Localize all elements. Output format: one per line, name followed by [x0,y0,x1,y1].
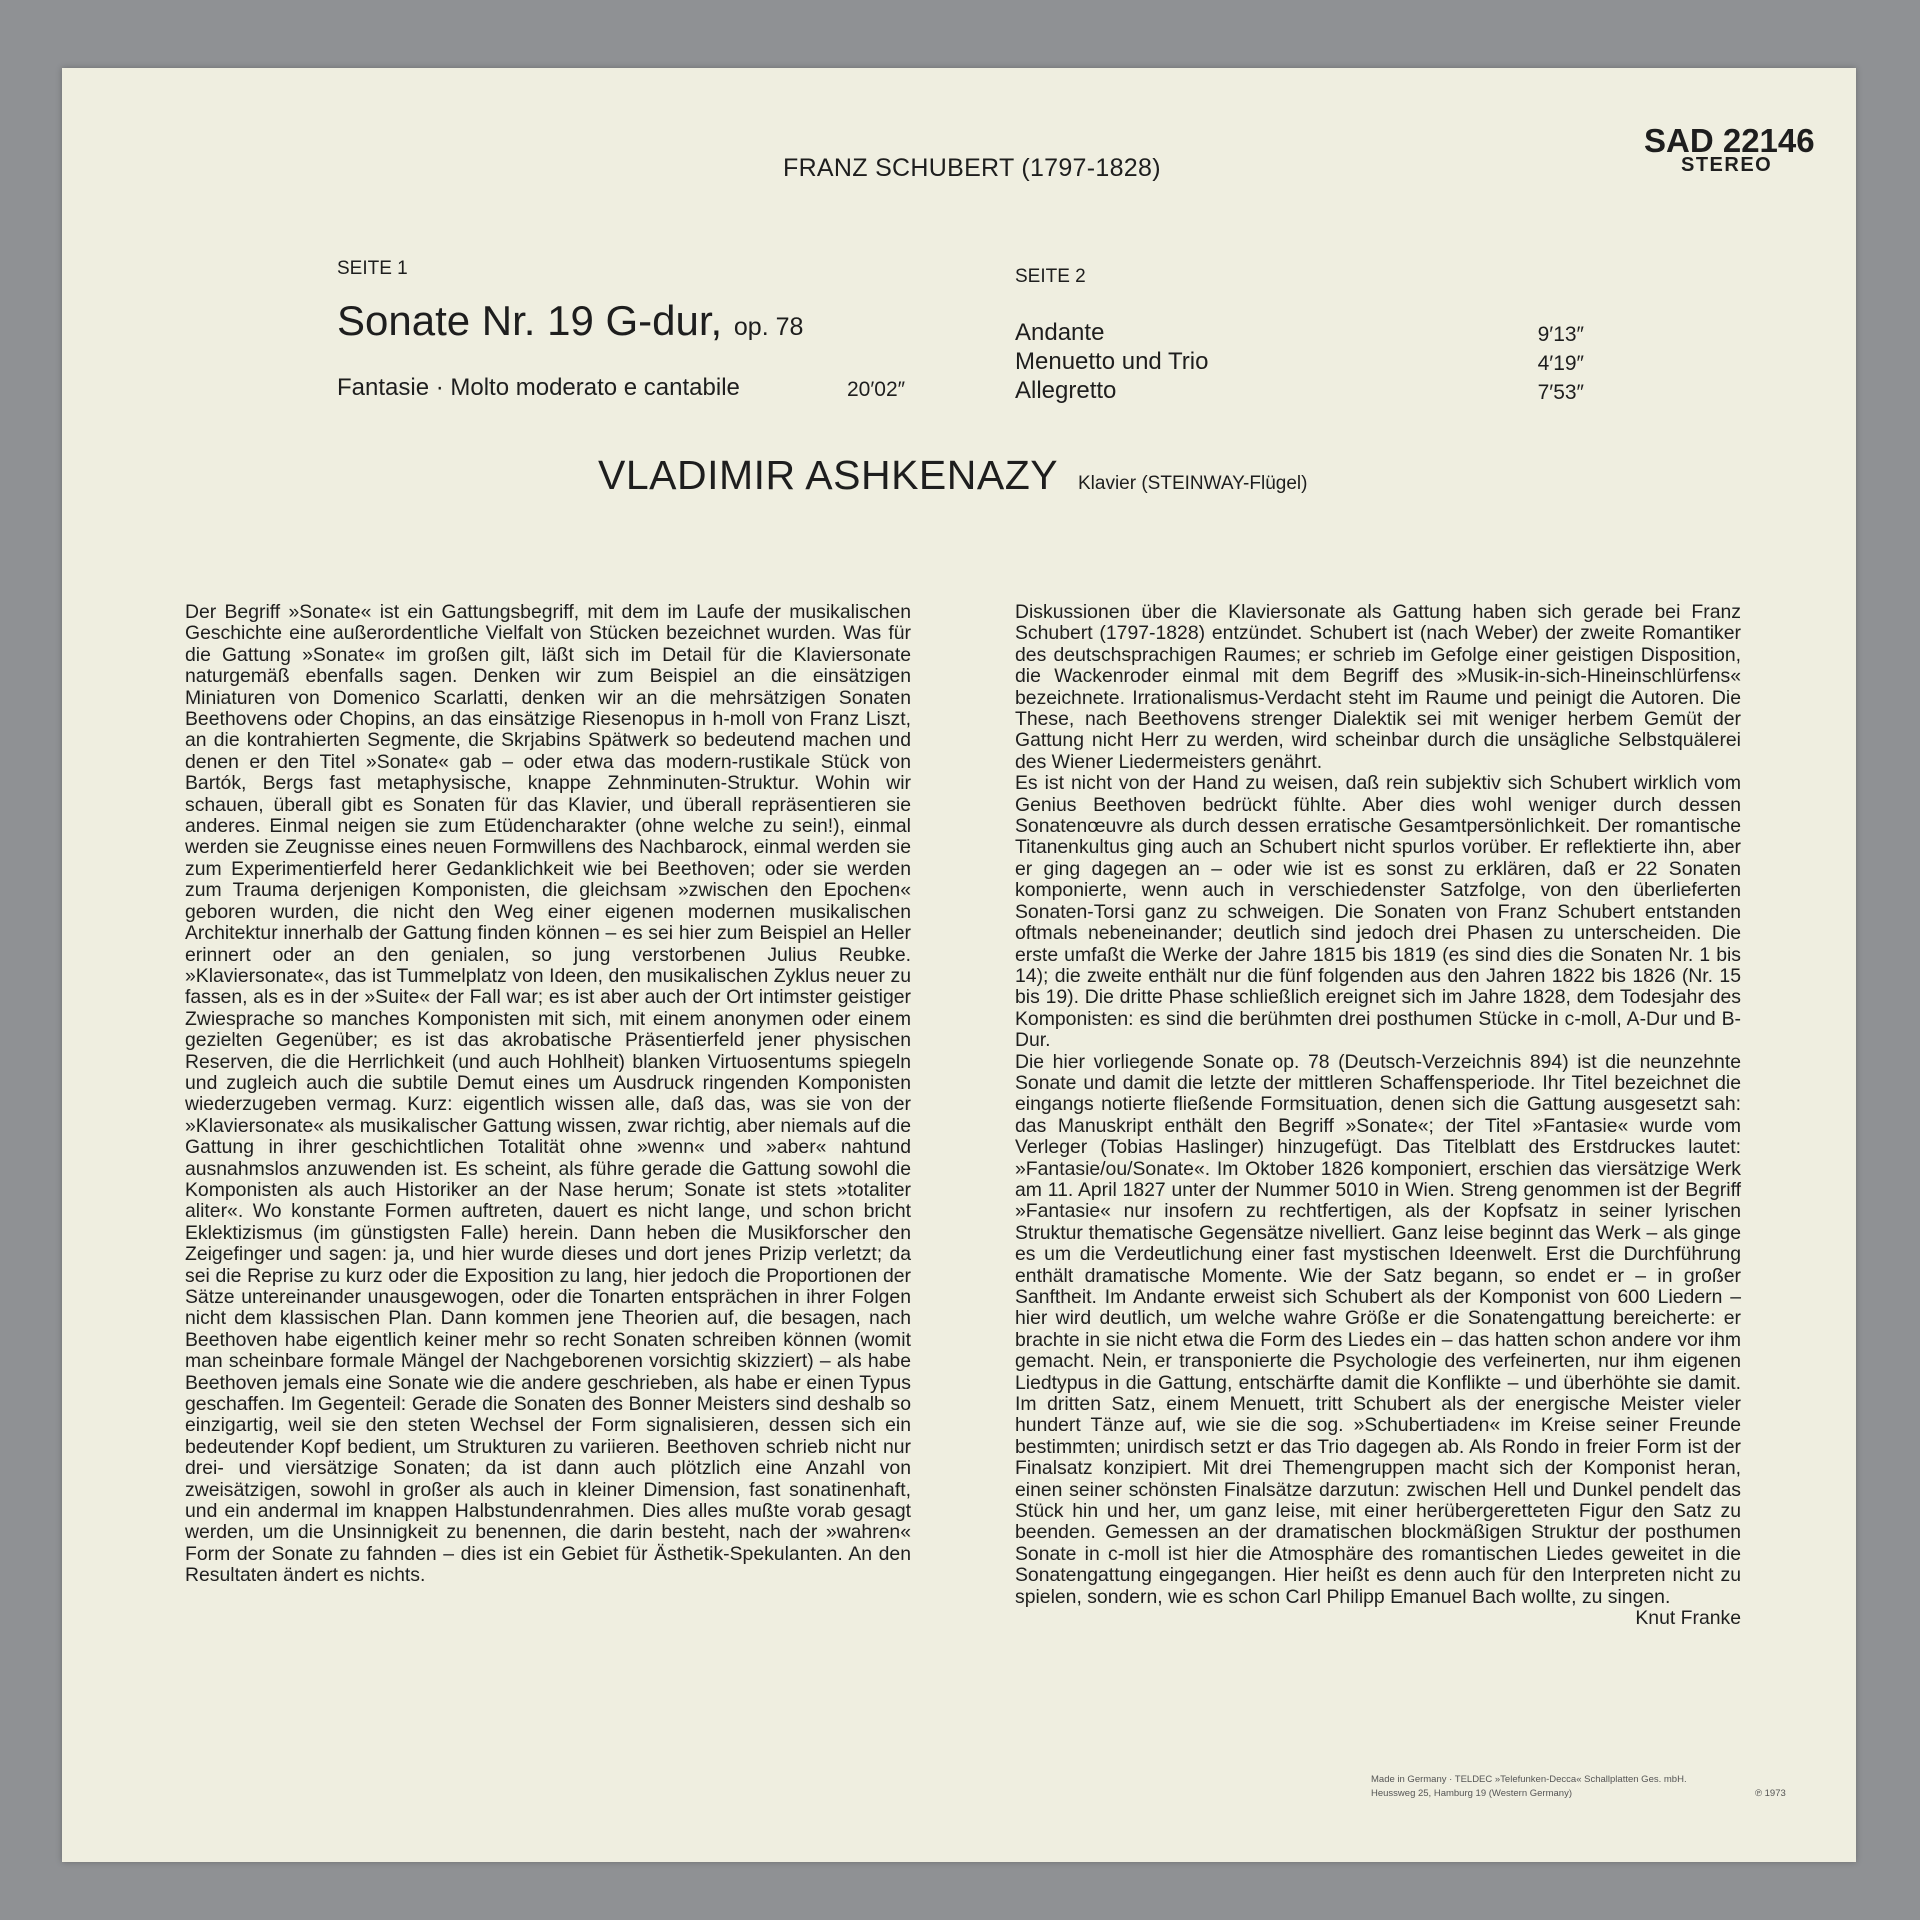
liner-notes-right [1015,602,1741,1630]
side2-track-title: Allegretto [1015,377,1117,404]
liner-paragraph: Es ist nicht von der Hand zu weisen, daß rein subjektiv sich Schubert wirklich vom Genius Beethoven bedrückt fühlte. Aber dies wohl weniger durch dessen Sonatenœuvre als durch dessen erratische Gesamtpersönlichkeit. Der romantische Titanenkultus ging auch an Schubert nicht spurlos vorüber. Er reflektierte ihn, aber er ging dagegen an – oder wie ist es sonst zu erklären, daß er 22 Sonaten komponierte, wenn auch in verschiedenster Satzfolge, von den überlieferten Sonaten-Torsi ganz zu schweigen. Die Sonaten von Franz Schubert entstanden oftmals nebeneinander; deutlich sind jedoch drei Phasen zu unterscheiden. Die erste umfaßt die Werke der Jahre 1815 bis 1819 (es sind dies die Sonaten Nr. 1 bis 14); die zweite enthält nur die fünf folgenden aus den Jahren 1822 bis 1826 (Nr. 15 bis 19). Die dritte Phase schließlich ereignet sich im Jahre 1828, dem Todesjahr des Komponisten: es sind die berühmten drei posthumen Stücke in c-moll, A-Dur und B-Dur. [1015,772,1741,1052]
side2-track-title: Menuetto und Trio [1015,348,1209,375]
composer-heading: FRANZ SCHUBERT (1797-1828) [783,154,1161,182]
footer-publisher: Made in Germany · TELDEC »Telefunken-Decca« Schallplatten Ges. mbH. [1371,1774,1687,1785]
liner-paragraph: Der Begriff »Sonate« ist ein Gattungsbegriff, mit dem im Laufe der musikalischen Geschichte eine außerordentliche Vielfalt von Stücken bezeichnet wurden. Was für die Gattung »Sonate« im großen gilt, läßt sich im Detail für die Klaviersonate naturgemäß ebenfalls sagen. Denken wir zum Beispiel an die einsätzigen Miniaturen von Domenico Scarlatti, denken wir an die mehrsätzigen Sonaten Beethovens oder Chopins, an das einsätzige Riesenopus in h-moll von Franz Liszt, an die kontrahierten Segmente, die Skrjabins Spätwerk so bedeutend machen und denen er den Titel »Sonate« gab – oder etwa das modern-rustikale Stück von Bartók, Bergs fast metaphysische, knappe Zehnminuten-Struktur. Wohin wir schauen, überall gibt es Sonaten für das Klavier, und überall repräsentieren sie anderes. Einmal neigen sie zum Etüdencharakter (ohne welche zu sein!), einmal werden sie Zeugnisse eines neuen Formwillens des Nachbarock, einmal werden sie zum Experimentierfeld herer Gedanklichkeit wie bei Beethoven; oder sie werden zum Trauma derjenigen Komponisten, die gleichsam »zwischen den Epochen« geboren wurden, die nicht den Weg einer eigenen modernen musikalischen Architektur innerhalb der Gattung finden können – es sei hier zum Beispiel an Heller erinnert oder an den genialen, so jung verstorbenen Julius Reubke. »Klaviersonate«, das ist Tummelplatz von Ideen, den musikalischen Zyklus neuer zu fassen, als es in der »Suite« der Fall war; es ist aber auch der Ort intimster geistiger Zwiesprache so manches Komponisten mit sich, mit einem anonymen oder einem gezielten Gegenüber; es ist das akrobatische Präsentierfeld jener physischen Reserven, die die Herrlichkeit (und auch Hohlheit) blanken Virtuosentums spiegeln und zugleich auch die subtile Demut eines um Ausdruck ringenden Komponisten wiederzugeben vermag. Kurz: eigentlich wissen alle, daß das, was sie von der »Klaviersonate« als musikalischer Gattung wissen, zwar richtig, aber niemals auf die Gattung in ihrer geschichtlichen Totalität ohne »wenn« und »aber« nahtund ausnahmslos anzuwenden ist. Es scheint, als führe gerade die Gattung sowohl die Komponisten als auch Historiker an der Nase herum; Sonate ist stets »totaliter aliter«. Wo konstante Formen auftreten, dauert es nicht lange, und schon bricht Eklektizismus (im günstigsten Falle) herein. Dann heben die Musikforscher den Zeigefinger und sagen: ja, und hier wurde dieses und dort jenes Prizip verletzt; da sei die Reprise zu kurz oder die Exposition zu lang, hier jedoch die Proportionen der Sätze untereinander unausgewogen, oder die Tonarten entsprächen in ihrer Folgen nicht dem klassischen Plan. Dann kommen jene Theorien auf, die besagen, nach Beethoven habe eigentlich keiner mehr so recht Sonaten schreiben können (womit man scheinbare formale Mängel der Nachgeborenen vorsichtig skizziert) – als habe Beethoven jemals eine Sonate wie die andere geschrieben, als habe er einen Typus geschaffen. Im Gegenteil: Gerade die Sonaten des Bonner Meisters sind deshalb so einzigartig, weil sie den steten Wechsel der Form signalisieren, dessen sich ein bedeutender Kopf bedient, um Strukturen zu variieren. Beethoven schrieb nicht nur drei- und viersätzige Sonaten; da ist dann auch plötzlich eine Anzahl von zweisätzigen, sowohl in großer als auch in kleiner Dimension, fast sonatinenhaft, und ein andermal im knappen Halbstundenrahmen. Dies alles mußte vorab gesagt werden, um die Unsinnigkeit zu benennen, die darin besteht, nach der »wahren« Form der Sonate zu fahnden – dies ist ein Gebiet für Ästhetik-Spekulanten. An den Resultaten ändert es nichts. [185,601,911,1587]
side1-label: SEITE 1 [337,258,408,279]
format-label: STEREO [1681,154,1773,176]
liner-paragraph: Diskussionen über die Klaviersonate als Gattung haben sich gerade bei Franz Schubert (1797-1828) entzündet. Schubert ist (nach Weber) der zweite Romantiker des deutschsprachigen Raumes; er schrieb im Gefolge einer geistigen Disposition, die Wackenroder einmal mit dem Begriff des »Musik-in-sich-Hineinschlürfens« bezeichnete. Irrationalismus-Verdacht steht im Raume und peinigt die Autoren. Die These, nach Beethovens strenger Dialektik sei mit weniger herbem Gemüt der Gattung nicht Herr zu werden, wird scheinbar durch die unsägliche Selbstquälerei des Wiener Liedermeisters genährt. [1015,601,1741,773]
footer-copyright: ℗ 1973 [1755,1788,1786,1799]
footer-address: Heussweg 25, Hamburg 19 (Western Germany) [1371,1788,1572,1799]
side1-movement: Fantasie · Molto moderato e cantabile [337,374,740,401]
side2-track-duration: 9′13″ [1537,323,1584,346]
liner-paragraph: Die hier vorliegende Sonate op. 78 (Deutsch-Verzeichnis 894) ist die neunzehnte Sonate und damit die letzte der mittleren Schaffensperiode. Ihr Titel bezeichnet die eingangs notierte fließende Formsituation, denen sich die Gattung ausgesetzt sah: das Manuskript enthält den Begriff »Sonate«; der Titel »Fantasie« wurde vom Verleger (Tobias Haslinger) hinzugefügt. Das Titelblatt des Erstdruckes lautet: »Fantasie/ou/Sonate«. Im Oktober 1826 komponiert, erschien das viersätzige Werk am 11. April 1827 unter der Nummer 5010 in Wien. Streng genommen ist der Begriff »Fantasie« nur insofern zu rechtfertigen, als der Kopfsatz in seiner lyrischen Struktur thematische Gegensätze nivelliert. Ganz leise beginnt das Werk – als ginge es um die Verdeutlichung einer fast mystischen Ideenwelt. Erst die Durchführung enthält dramatische Momente. Wie der Satz begann, so endet er – in großer Sanftheit. Im Andante erweist sich Schubert als der Komponist von 600 Liedern – hier wird deutlich, um welche wahre Größe er die Sonatengattung bereicherte: er brachte in sie nicht etwa die Form des Liedes ein – das hatten schon andere vor ihm gemacht. Nein, er transponierte die Psychologie des verfeinerten, nur ihm eigenen Liedtypus in die Gattung, entschärfte damit die Konflikte – und überhöhte sie damit. Im dritten Satz, einem Menuett, tritt Schubert als der energische Meister vieler hundert Tänze auf, wie sie die sog. »Schubertiaden« im Kreise seiner Freunde bestimmten; unirdisch setzt er das Trio dagegen ab. Als Rondo in freier Form ist der Finalsatz konzipiert. Mit drei Themengruppen macht sich der Komponist heran, einen seiner schönsten Finalsätze darzutun: zwischen Hell und Dunkel pendelt das Stück hin und her, um ganz leise, mit einer herübergeretteten Figur den Satz zu beenden. Gemessen an der dramatischen blockmäßigen Struktur der posthumen Sonate in c-moll ist hier die Atmosphäre des romantischen Liedes geweitet in die Sonatengattung eingegangen. Hier heißt es denn auch für den Interpreten nicht zu spielen, sondern, wie es schon Carl Philipp Emanuel Bach wollte, zu singen. [1015,1050,1741,1608]
performer-instrument: Klavier (STEINWAY-Flügel) [1078,473,1308,494]
side2-track-duration: 4′19″ [1537,352,1584,375]
side2-track-duration: 7′53″ [1537,381,1584,404]
side2-track-title: Andante [1015,319,1105,346]
work-title [337,297,803,345]
catalog-number: SAD 22146 [1644,122,1815,159]
liner-notes-author: Knut Franke [1635,1607,1741,1630]
work-title-text: Sonate Nr. 19 G-dur, [337,297,723,344]
opus-number: op. 78 [733,313,804,341]
side2-label: SEITE 2 [1015,266,1086,287]
side1-duration: 20′02″ [847,378,906,401]
performer-name: VLADIMIR ASHKENAZY [598,452,1059,498]
record-sleeve-back [62,68,1856,1862]
liner-notes-left [185,602,911,1587]
